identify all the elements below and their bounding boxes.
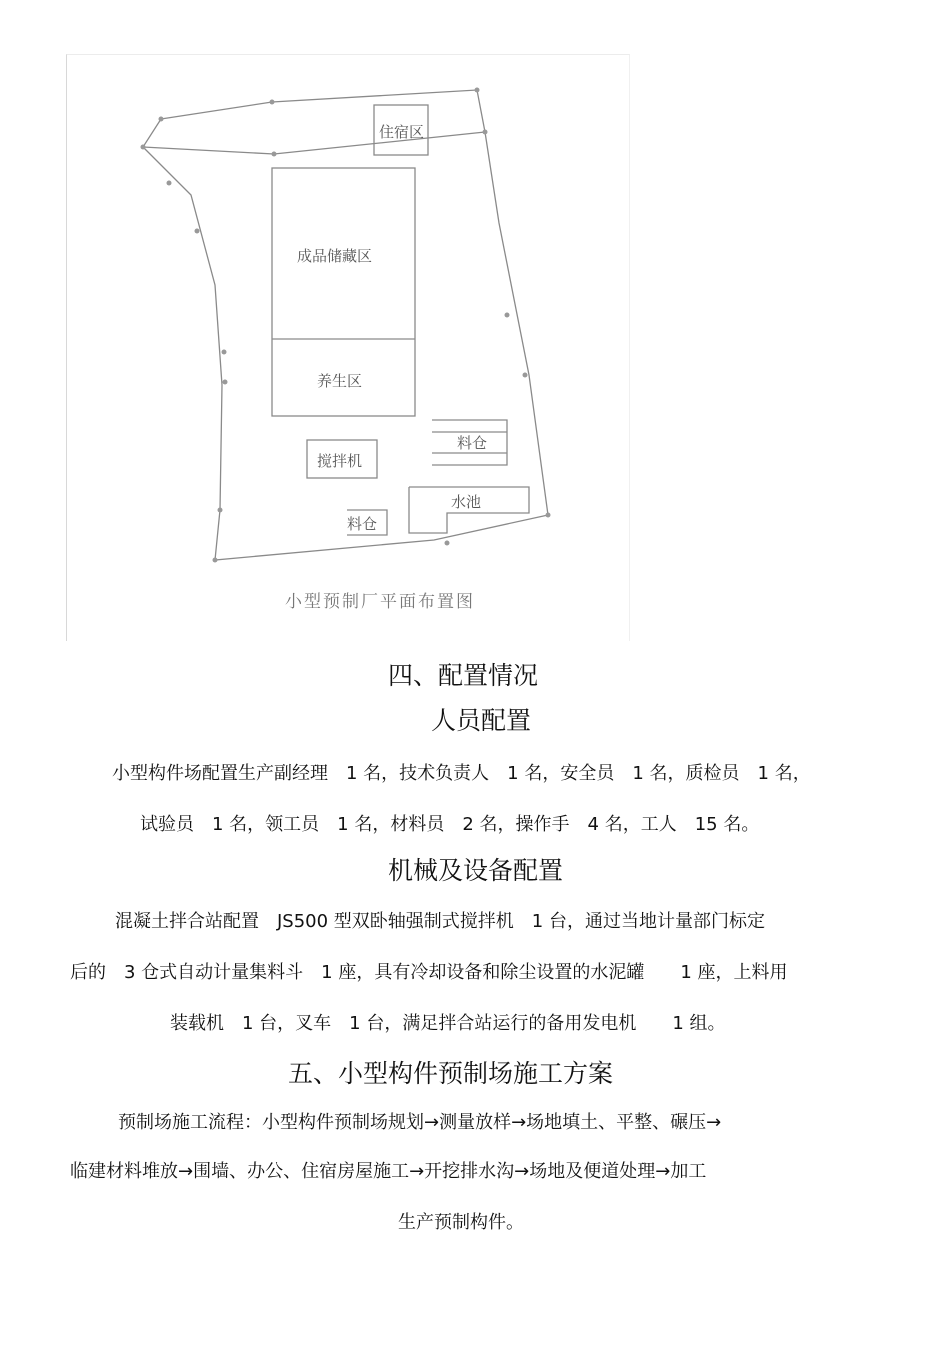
equipment-paragraph-line2: 后的 3 仓式自动计量集料斗 1 座，具有冷却设备和除尘设置的水泥罐 1 座，上料用 [70, 962, 788, 983]
storage-label: 成品储藏区 [297, 247, 373, 265]
silo-bottom-label: 料仓 [347, 515, 378, 533]
figure-caption: 小型预制厂平面布置图 [285, 592, 475, 612]
site-layout-figure [66, 54, 630, 641]
site-boundary [143, 90, 548, 560]
equipment-paragraph-line3: 装载机 1 台，叉车 1 台，满足拌合站运行的备用发电机 1 组。 [170, 1013, 726, 1034]
site-plan-drawing [67, 55, 629, 641]
curing-label: 养生区 [317, 372, 363, 390]
dormitory-label: 住宿区 [379, 123, 425, 141]
mixer-label: 搅拌机 [317, 452, 363, 470]
personnel-heading: 人员配置 [431, 706, 532, 735]
flow-paragraph-line3: 生产预制构件。 [398, 1212, 524, 1233]
equipment-heading: 机械及设备配置 [388, 856, 564, 885]
silo-right-label: 料仓 [457, 434, 488, 452]
flow-paragraph-line2: 临建材料堆放→围墙、办公、住宿房屋施工→开挖排水沟→场地及便道处理→加工 [70, 1161, 707, 1182]
personnel-paragraph-line1: 小型构件场配置生产副经理 1 名，技术负责人 1 名，安全员 1 名，质检员 1 名， [112, 763, 811, 784]
section4-title: 四、配置情况 [388, 661, 539, 690]
section5-title: 五、小型构件预制场施工方案 [288, 1059, 614, 1088]
equipment-paragraph-line1: 混凝土拌合站配置 JS500 型双卧轴强制式搅拌机 1 台，通过当地计量部门标定 [115, 911, 765, 932]
inner-boundary-line [143, 132, 485, 154]
pool-label: 水池 [451, 493, 482, 511]
personnel-paragraph-line2: 试验员 1 名，领工员 1 名，材料员 2 名，操作手 4 名，工人 15 名。 [140, 814, 760, 835]
flow-paragraph-line1: 预制场施工流程：小型构件预制场规划→测量放样→场地填土、平整、碾压→ [118, 1112, 722, 1133]
